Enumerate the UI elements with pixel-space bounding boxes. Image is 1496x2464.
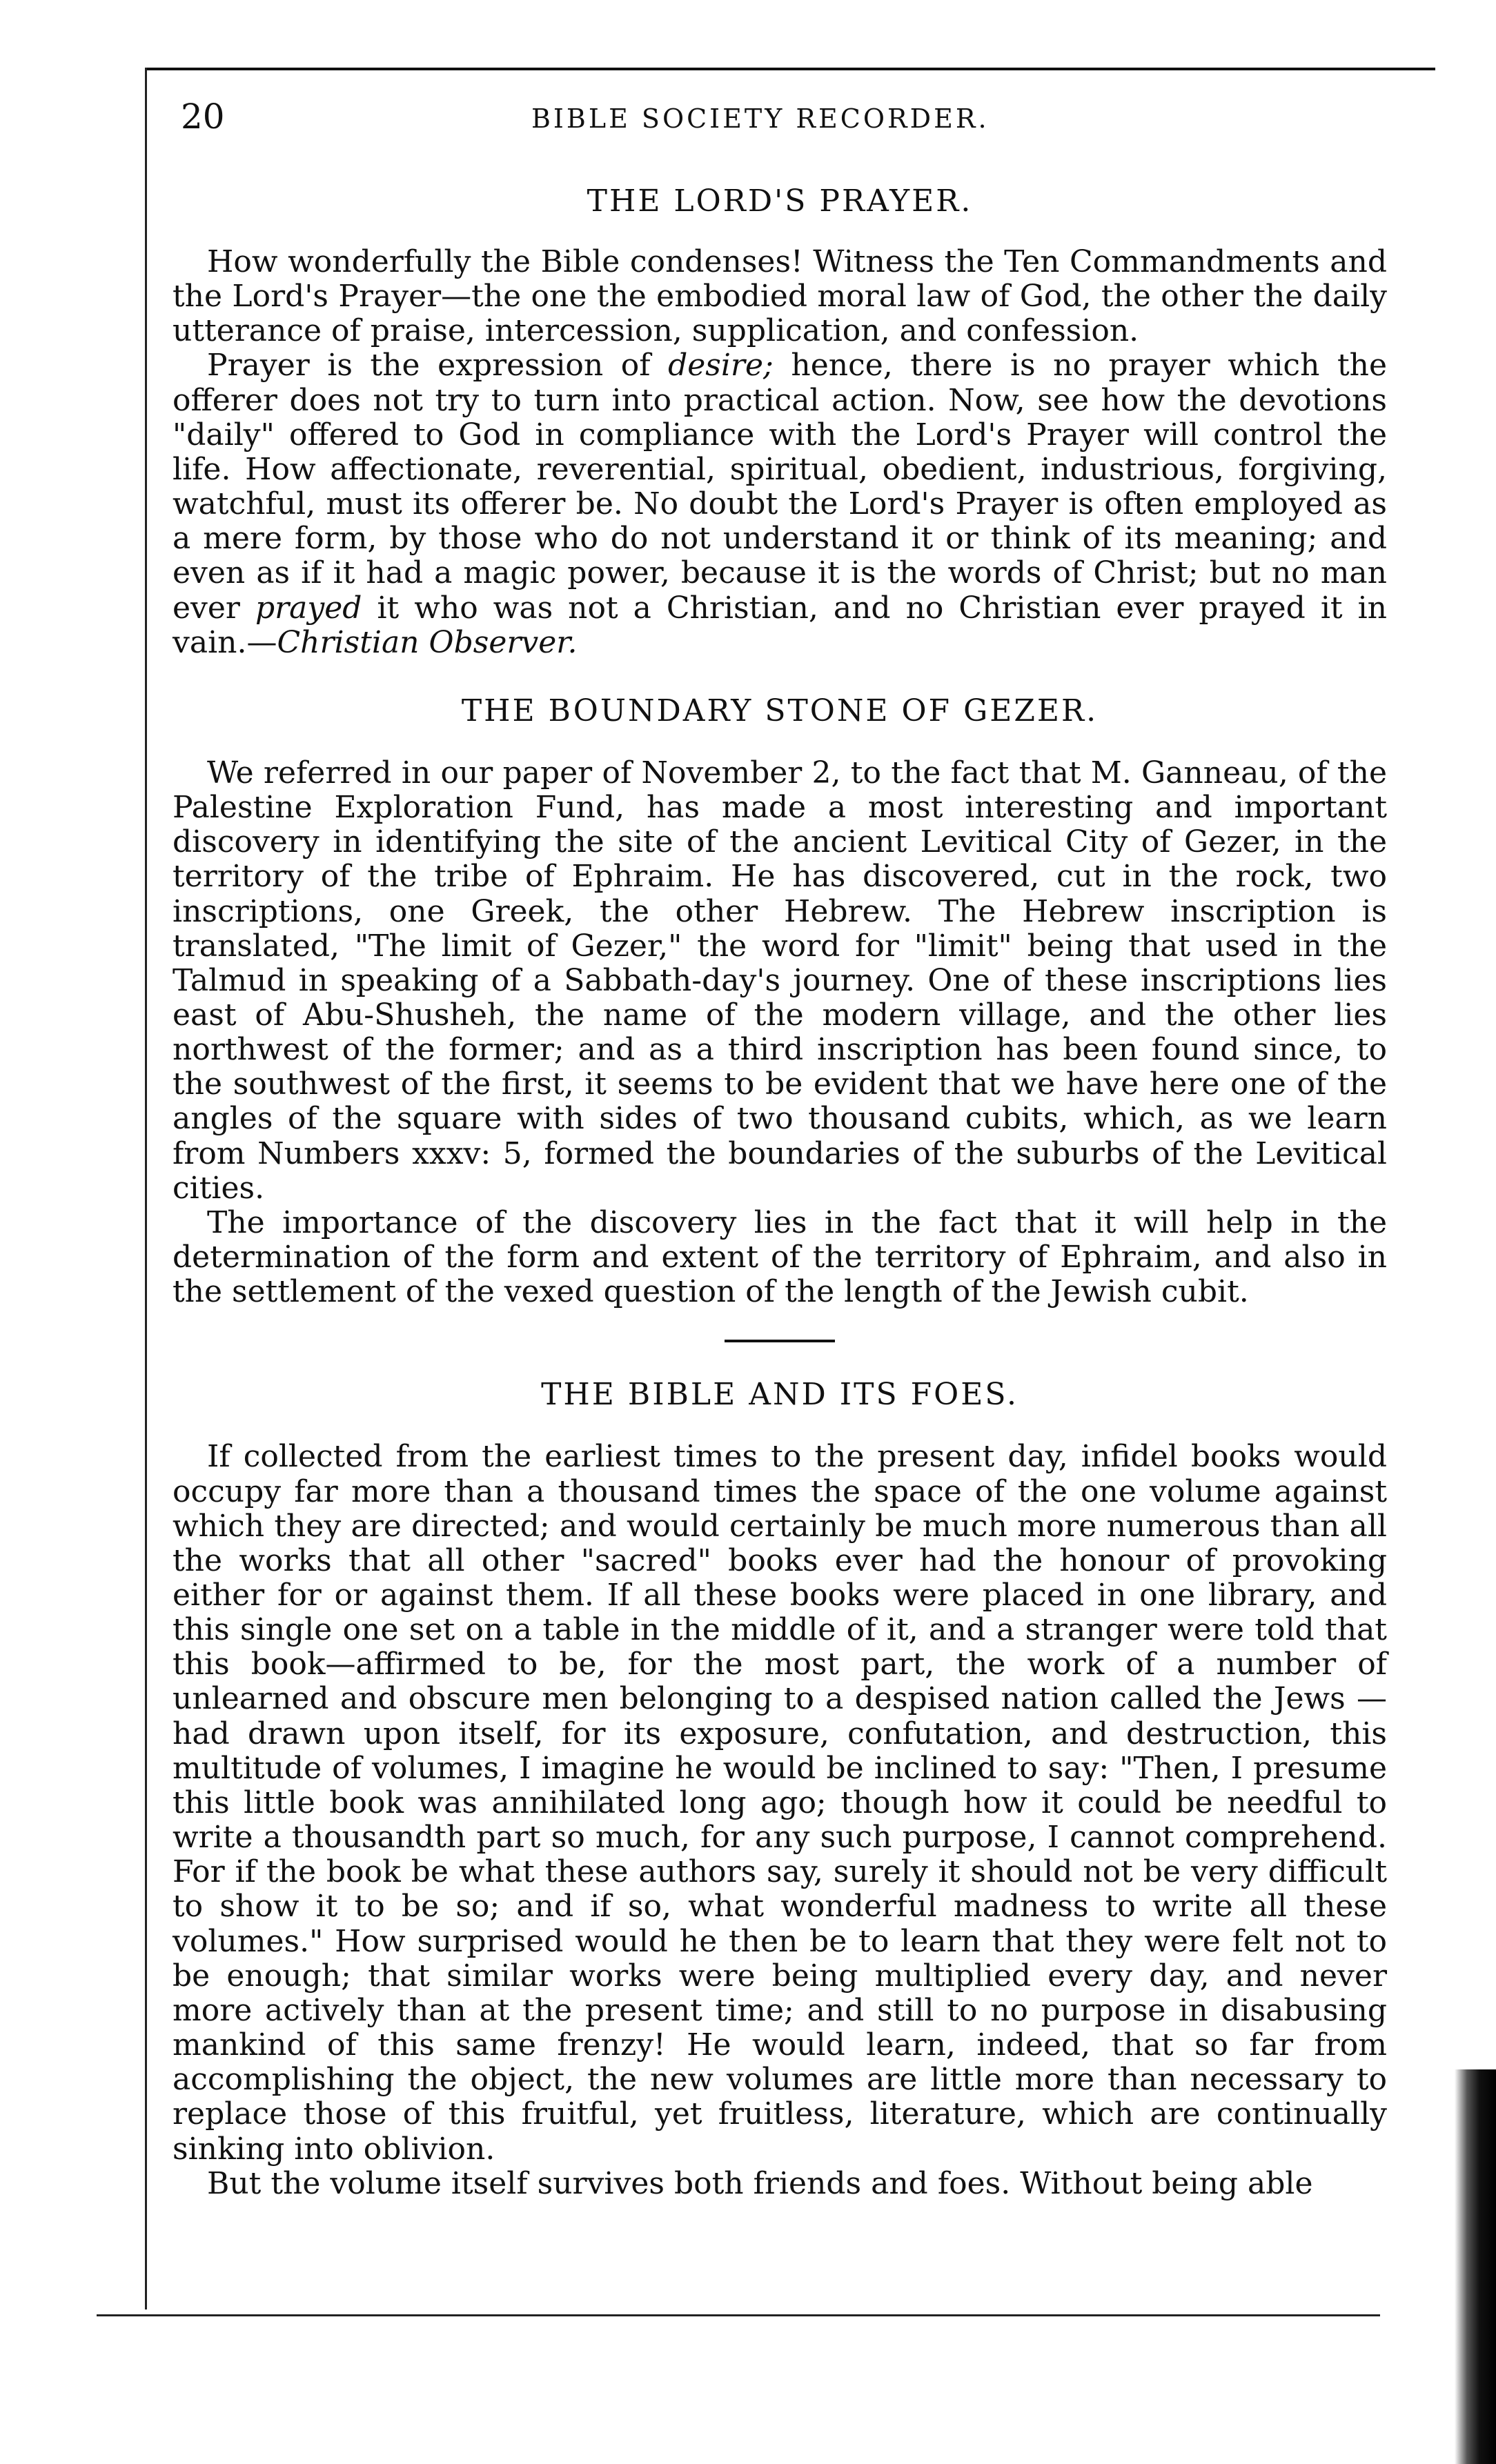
text-run: hence, there is no prayer which the offerer does not try to turn into practical action. Now, see how the devotions "daily" offered to God in compliance with the Lord's Prayer will control the life. How affectionate, reverential, spiritual, obedient, industrious, forgiving, watchful, must its offerer be. No doubt the Lord's Prayer is often employed as a mere form, by those who do not understand it or think of its meaning; and even as if it had a magic power, because it is the words of Christ; but no man ever	[173, 348, 1387, 626]
article-paragraph: If collected from the earliest times to the present day, infidel books would occupy far more than a thousand times the space of the one volume against which they are directed; and would certainly be much more numerous than all the works that all other "sacred" books ever had the honour of provoking either for or against them. If all these books were placed in one library, and this single one set on a table in the middle of it, and a stranger were told that this book—affirmed to be, for the most part, the work of a number of unlearned and obscure men belonging to a despised nation called the Jews —had drawn upon itself, for its exposure, confutation, and destruction, this multitude of volumes, I imagine he would be inclined to say: "Then, I presume this little book was annihilated long ago; though how it could be needful to write a thousandth part so much, for any such purpose, I cannot comprehend. For if the book be what these authors say, surely it should not be very difficult to show it to be so; and if so, what wonderful madness to write all these volumes." How surprised would he then be to learn that they were felt not to be enough; that similar works were being multiplied every day, and never more actively than at the present time; and still to no purpose in disabusing mankind of this same frenzy! He would learn, indeed, that so far from accomplishing the object, the new volumes are little more than necessary to replace those of this fruitful, yet fruitless, literature, which are continually sinking into oblivion.	[173, 1439, 1387, 2167]
left-border-rule	[145, 68, 147, 2309]
article-paragraph: But the volume itself survives both friends and foes. Without being able	[207, 2165, 1313, 2201]
article-paragraph: We referred in our paper of November 2, to the fact that M. Ganneau, of the Palestine Exploration Fund, has made a most interesting and important discovery in identifying the site of the ancient Levitical City of Gezer, in the territory of the tribe of Ephraim. He has discovered, cut in the rock, two inscriptions, one Greek, the other Hebrew. The Hebrew inscription is translated, "The limit of Gezer," the word for "limit" being that used in the Talmud in speaking of a Sabbath-day's journey. One of these inscriptions lies east of Abu-Shusheh, the name of the modern village, and the other lies northwest of the former; and as a third inscription has been found since, to the southwest of the first, it seems to be evident that we have here one of the angles of the square with sides of two thousand cubits, which, as we learn from Numbers xxxv: 5, formed the boundaries of the suburbs of the Levitical cities.	[173, 755, 1387, 1206]
scan-edge-shadow	[1455, 2069, 1496, 2464]
page-number: 20	[181, 97, 225, 137]
running-title: BIBLE SOCIETY RECORDER.	[531, 103, 990, 134]
article-paragraph	[173, 348, 1387, 659]
source-citation: Christian Observer.	[277, 624, 578, 660]
article-title-lords-prayer: THE LORD'S PRAYER.	[587, 183, 973, 219]
section-separator	[725, 1340, 835, 1342]
article-paragraph: The importance of the discovery lies in the fact that it will help in the determination of the form and extent of the territory of Ephraim, and also in the settlement of the vexed question of the length of the Jewish cubit.	[173, 1204, 1387, 1310]
article-paragraph: How wonderfully the Bible condenses! Witness the Ten Commandments and the Lord's Prayer—the one the embodied moral law of God, the other the daily utterance of praise, intercession, supplication, and confession.	[173, 244, 1387, 349]
article-title-boundary-stone: THE BOUNDARY STONE OF GEZER.	[461, 693, 1099, 728]
article-title-bible-foes: THE BIBLE AND ITS FOES.	[541, 1377, 1018, 1413]
italic-emphasis: prayed	[255, 590, 362, 626]
italic-emphasis: desire;	[668, 348, 774, 384]
text-run: Prayer is the expression of	[207, 348, 669, 384]
top-border-rule	[145, 68, 1435, 70]
text-run: it who was not a Christian, and no Christian ever prayed it in vain.—	[173, 590, 1387, 660]
bottom-border-rule	[97, 2314, 1380, 2316]
article-column	[173, 172, 1387, 2201]
